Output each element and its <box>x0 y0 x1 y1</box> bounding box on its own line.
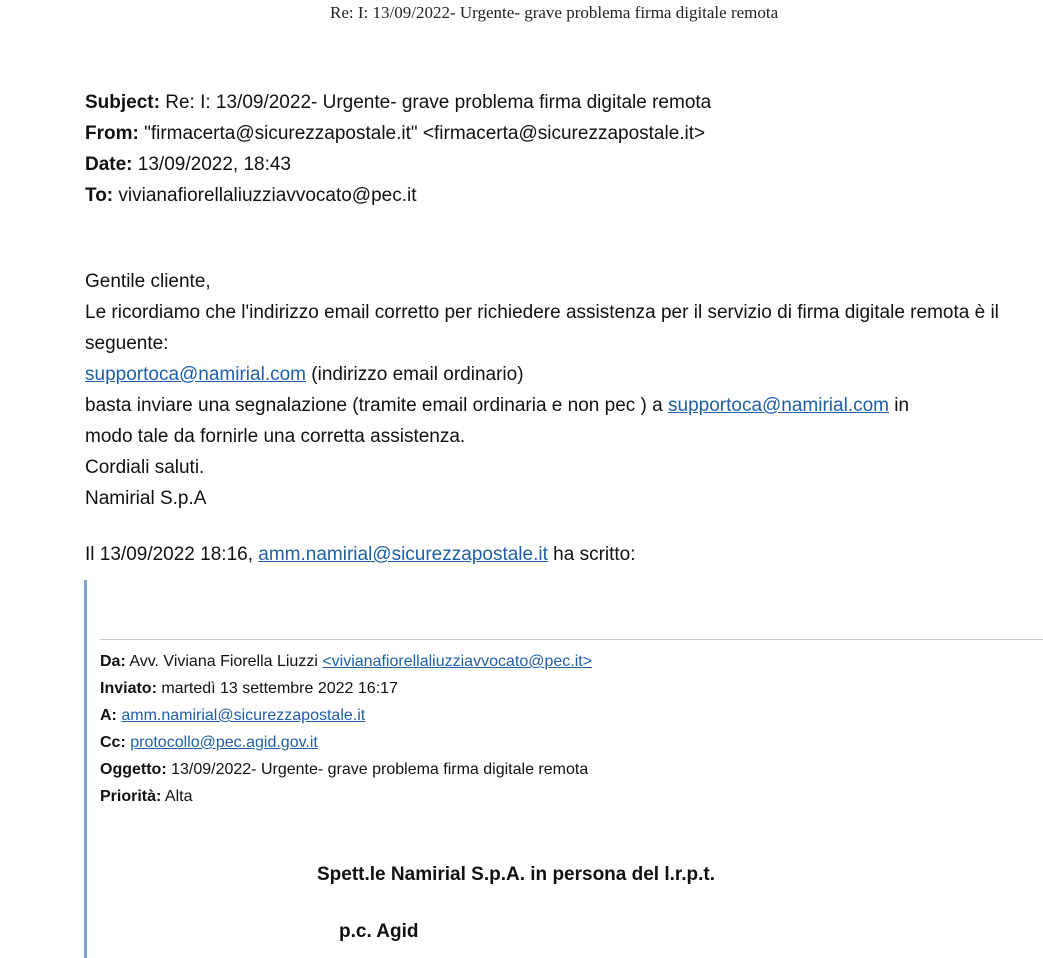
quoted-cc-email-link[interactable]: protocollo@pec.agid.gov.it <box>130 734 318 751</box>
quoted-a-row <box>100 702 592 729</box>
from-label: From: <box>85 123 139 144</box>
quoted-oggetto-row <box>100 756 592 783</box>
subject-label: Subject: <box>85 92 160 113</box>
quoted-oggetto-value: 13/09/2022- Urgente- grave problema firma digitale remota <box>166 761 589 778</box>
quoted-da-label: Da: <box>100 653 126 670</box>
greeting: Gentile cliente, <box>85 271 211 292</box>
email-body <box>85 266 1043 514</box>
support-email-link-2[interactable]: supportoca@namirial.com <box>668 395 889 416</box>
quoted-inviato-value: martedì 13 settembre 2022 16:17 <box>156 680 398 697</box>
reply-intro-email-link[interactable]: amm.namirial@sicurezzapostale.it <box>258 544 548 565</box>
body-line-3 <box>85 359 1043 390</box>
quoted-addressee-cc: p.c. Agid <box>339 921 419 942</box>
subject-row <box>85 87 711 118</box>
date-label: Date: <box>85 154 133 175</box>
support-email-note: (indirizzo email ordinario) <box>306 364 524 385</box>
from-row <box>85 118 711 149</box>
to-row <box>85 180 711 211</box>
quoted-addressee-title: Spett.le Namirial S.p.A. in persona del l.r.p.t. <box>317 864 716 885</box>
to-value: vivianafiorellaliuzziavvocato@pec.it <box>118 185 417 206</box>
quote-divider <box>100 639 1043 640</box>
date-value: 13/09/2022, 18:43 <box>137 154 291 175</box>
quoted-priorita-label: Priorità: <box>100 788 162 805</box>
signature: Namirial S.p.A <box>85 488 207 509</box>
email-headers <box>85 87 711 211</box>
quoted-cc-label: Cc: <box>100 734 126 751</box>
quoted-priorita-row <box>100 783 592 810</box>
page-header-title: Re: I: 13/09/2022- Urgente- grave problema firma digitale remota <box>330 3 779 22</box>
reply-intro <box>85 539 636 570</box>
closing: Cordiali saluti. <box>85 457 205 478</box>
body-line-5: modo tale da fornirle una corretta assistenza. <box>85 426 466 447</box>
quoted-inviato-row <box>100 675 592 702</box>
quoted-a-label: A: <box>100 707 117 724</box>
date-row <box>85 149 711 180</box>
to-label: To: <box>85 185 114 206</box>
subject-value: Re: I: 13/09/2022- Urgente- grave problema firma digitale remota <box>165 92 712 113</box>
reply-intro-prefix: Il 13/09/2022 18:16, <box>85 544 259 565</box>
body-line-4-tail: in <box>889 395 910 416</box>
from-value: "firmacerta@sicurezzapostale.it" <firmacerta@sicurezzapostale.it> <box>144 123 706 144</box>
support-email-link[interactable]: supportoca@namirial.com <box>85 364 306 385</box>
body-line-4 <box>85 390 1043 421</box>
quote-bar <box>84 580 87 958</box>
quoted-priorita-value: Alta <box>161 788 193 805</box>
quoted-inviato-label: Inviato: <box>100 680 157 697</box>
quoted-da-email-link[interactable]: <vivianafiorellaliuzziavvocato@pec.it> <box>322 653 593 670</box>
quoted-oggetto-label: Oggetto: <box>100 761 167 778</box>
quoted-a-email-link[interactable]: amm.namirial@sicurezzapostale.it <box>121 707 366 724</box>
quoted-da-row <box>100 648 592 675</box>
quoted-cc-row <box>100 729 592 756</box>
body-line-1: Le ricordiamo che l'indirizzo email corretto per richiedere assistenza per il servizio di firma digitale remota è il <box>85 302 999 323</box>
body-line-2: seguente: <box>85 333 169 354</box>
body-line-4-text: basta inviare una segnalazione (tramite email ordinaria e non pec ) a <box>85 395 668 416</box>
quoted-da-name: Avv. Viviana Fiorella Liuzzi <box>125 653 323 670</box>
quoted-headers <box>100 648 592 810</box>
reply-intro-suffix: ha scritto: <box>547 544 636 565</box>
